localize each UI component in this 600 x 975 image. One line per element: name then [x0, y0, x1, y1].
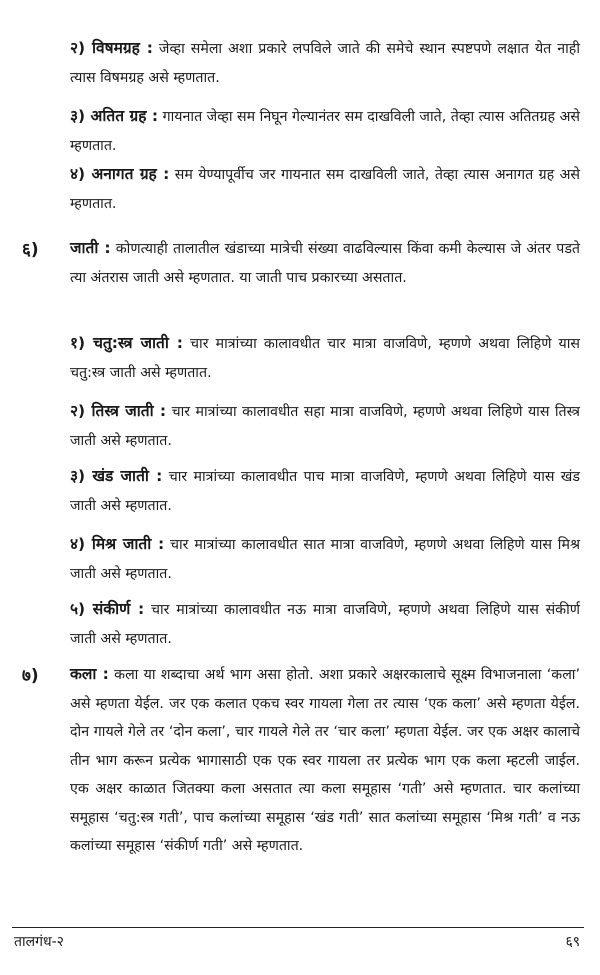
section-number-jati: ६) [22, 240, 39, 260]
paragraph-khanda [70, 462, 580, 520]
paragraph-mishra [70, 530, 580, 588]
term-sankirna: ५) संकीर्ण : [70, 600, 145, 618]
paragraph-vishamgraha [70, 34, 580, 92]
text-kala: कला या शब्दाचा अर्थ भाग असा होतो. अशा प्रकारे अक्षरकालाचे सूक्ष्म विभाजनाला ‘कला’ असे म्हणता येईल. जर एक कलात एकच स्वर गायला गेला तर त्यास ‘एक कला’ असे म्हणता येईल. दोन गायले गेले तर ‘दोन कला’, चार गायले गेले तर ‘चार कला’ म्हणता येईल. जर एक अक्षर कालाचे तीन भाग करून प्रत्येक भागासाठी एक एक स्वर गायला तर प्रत्येक भाग एक कला म्हटली जाईल. एक अक्षर काळात जितक्या कला असतात त्या कला समूहास ‘गती’ असे म्हणतात. चार कलांच्या समूहास ‘चतु:स्त्र गती’, पाच कलांच्या समूहास ‘खंड गती’ सात कलांच्या समूहास ‘मिश्र गती’ व नऊ कलांच्या समूहास ‘संकीर्ण गती’ असे म्हणतात. [70, 667, 580, 854]
text-vishamgraha: जेव्हा समेला अशा प्रकारे लपविले जाते की समेचे स्थान स्पष्टपणे लक्षात येत नाही त्यास विषमग्रह असे म्हणतात. [70, 41, 581, 86]
text-atitagraha: गायनात जेव्हा सम निघून गेल्यानंतर सम दाखविली जाते, तेव्हा त्यास अतितग्रह असे म्हणतात. [70, 109, 580, 154]
paragraph-sankirna [70, 595, 580, 653]
text-chatusra: चार मात्रांच्या कालावधीत चार मात्रा वाजविणे, म्हणणे अथवा लिहिणे यास चतु:स्त्र जाती असे म्हणतात. [70, 336, 581, 381]
term-atitagraha: ३) अतित ग्रह : [70, 107, 159, 125]
text-khanda: चार मात्रांच्या कालावधीत पाच मात्रा वाजविणे, म्हणणे अथवा लिहिणे यास खंड जाती असे म्हणतात. [70, 469, 581, 514]
section-number-kala: ७) [22, 666, 39, 686]
paragraph-kala [70, 660, 580, 861]
term-jati: जाती : [70, 239, 111, 257]
text-anagatgraha: सम येण्यापूर्वीच जर गायनात सम दाखविली जाते, तेव्हा त्यास अनागत ग्रह असे म्हणतात. [70, 167, 581, 212]
paragraph-anagatgraha [70, 160, 580, 218]
footer-divider [12, 927, 584, 928]
footer-page-number: ६९ [565, 934, 580, 950]
term-tisra: २) तिस्त्र जाती : [70, 402, 167, 420]
text-jati: कोणत्याही तालातील खंडाच्या मात्रेची संख्या वाढविल्यास किंवा कमी केल्यास जे अंतर पडते त्या अंतरास जाती असे म्हणतात. या जाती पाच प्रकारच्या असतात. [70, 241, 580, 286]
term-vishamgraha: २) विषमग्रह : [70, 39, 153, 57]
footer-book-title: तालगंध-२ [14, 934, 64, 950]
text-tisra: चार मात्रांच्या कालावधीत सहा मात्रा वाजविणे, म्हणणे अथवा लिहिणे यास तिस्त्र जाती असे म्हणतात. [70, 404, 580, 449]
term-chatusra: १) चतु:स्त्र जाती : [70, 334, 183, 352]
paragraph-tisra [70, 397, 580, 455]
paragraph-chatusra [70, 329, 580, 387]
term-kala: कला : [70, 665, 109, 683]
term-khanda: ३) खंड जाती : [70, 467, 163, 485]
paragraph-atitagraha [70, 102, 580, 160]
paragraph-jati [70, 234, 580, 292]
text-sankirna: चार मात्रांच्या कालावधीत नऊ मात्रा वाजविणे, म्हणणे अथवा लिहिणे यास संकीर्ण जाती असे म्हणतात. [70, 602, 580, 647]
term-mishra: ४) मिश्र जाती : [70, 535, 165, 553]
text-mishra: चार मात्रांच्या कालावधीत सात मात्रा वाजविणे, म्हणणे अथवा लिहिणे यास मिश्र जाती असे म्हणतात. [70, 537, 580, 582]
term-anagatgraha: ४) अनागत ग्रह : [70, 165, 170, 183]
